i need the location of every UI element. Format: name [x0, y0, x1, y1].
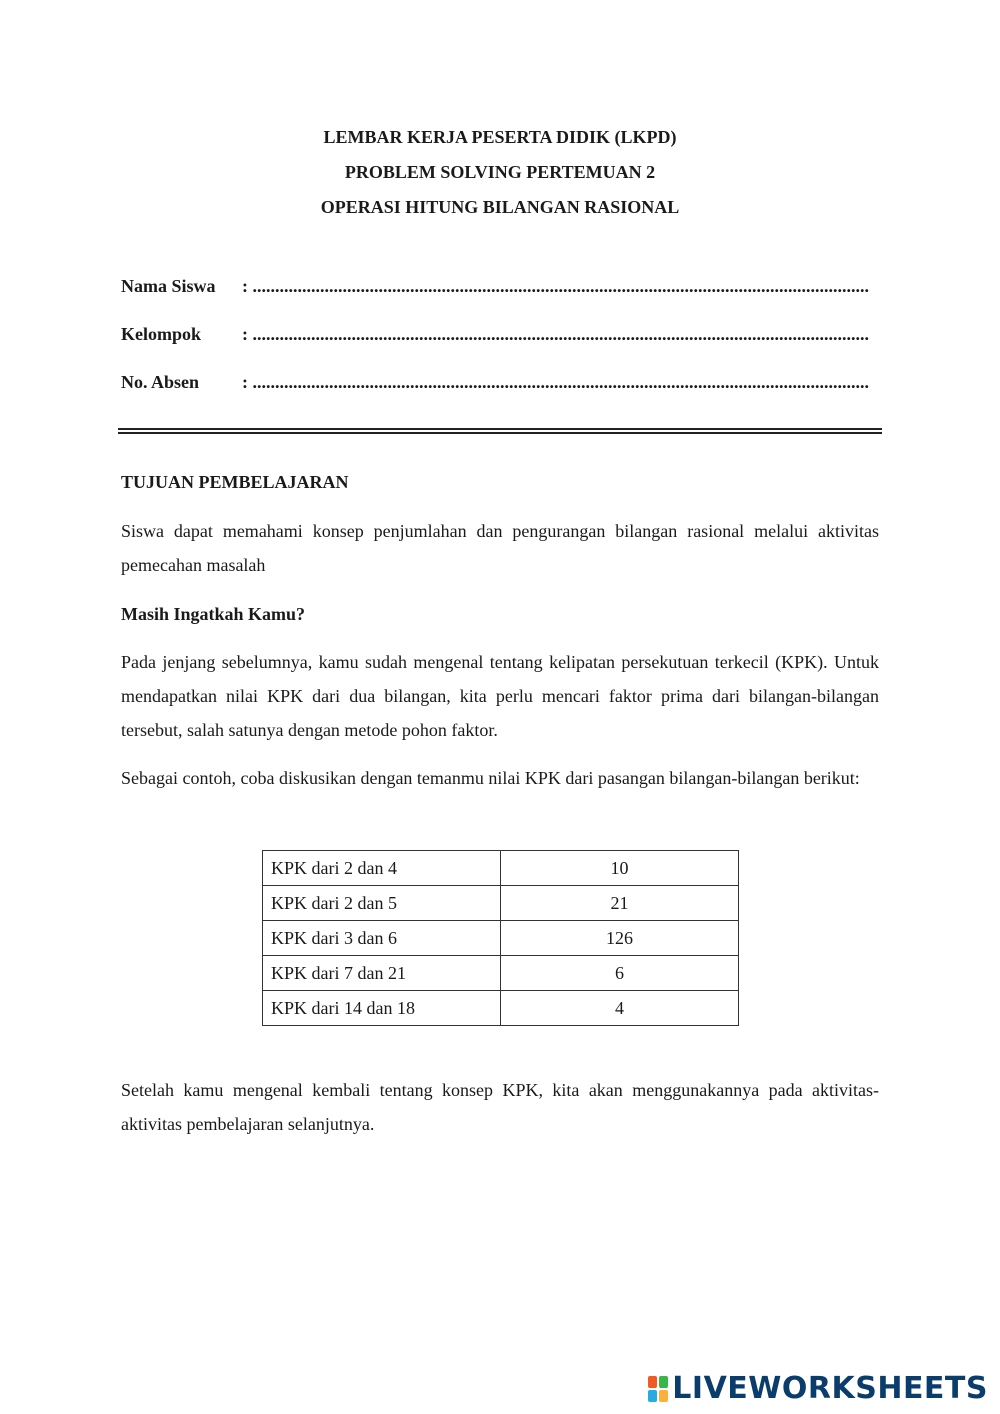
recall-paragraph-2: Sebagai contoh, coba diskusikan dengan temanmu nilai KPK dari pasangan bilangan-bilangan berikut:	[121, 768, 860, 788]
kpk-question: KPK dari 3 dan 6	[263, 921, 501, 956]
closing-paragraph: Setelah kamu mengenal kembali tentang konsep KPK, kita akan menggunakannya pada aktivitas-aktivitas pembelajaran selanjutnya.	[121, 1080, 879, 1134]
kpk-question: KPK dari 7 dan 21	[263, 956, 501, 991]
recall-heading: Masih Ingatkah Kamu?	[121, 604, 306, 624]
closing-section	[121, 1073, 879, 1141]
identity-form	[121, 272, 881, 416]
kpk-answer[interactable]: 21	[501, 886, 739, 921]
group-label: Kelompok	[121, 324, 202, 344]
kpk-question: KPK dari 14 dan 18	[263, 991, 501, 1026]
kpk-answer[interactable]: 6	[501, 956, 739, 991]
name-field-row	[121, 272, 881, 320]
table-row	[263, 921, 739, 956]
learning-objective-section	[121, 465, 879, 582]
section-divider	[118, 428, 882, 434]
absence-number-field-row	[121, 368, 881, 416]
kpk-table	[262, 850, 739, 1026]
liveworksheets-brand-text: LIVEWORKSHEETS	[672, 1371, 988, 1406]
table-row	[263, 851, 739, 886]
group-field-row	[121, 320, 881, 368]
name-fill-line[interactable]: : .........................................................................................................................................	[242, 276, 869, 296]
title-line-2: PROBLEM SOLVING PERTEMUAN 2	[344, 162, 656, 182]
learning-objective-heading: TUJUAN PEMBELAJARAN	[121, 472, 349, 492]
liveworksheets-logo[interactable]	[648, 1371, 988, 1406]
table-row	[263, 991, 739, 1026]
name-label: Nama Siswa	[121, 276, 216, 296]
kpk-question: KPK dari 2 dan 4	[263, 851, 501, 886]
absence-number-label: No. Absen	[121, 372, 200, 392]
learning-objective-text: Siswa dapat memahami konsep penjumlahan dan pengurangan bilangan rasional melalui aktivitas pemecahan masalah	[121, 521, 879, 575]
title-line-3: OPERASI HITUNG BILANGAN RASIONAL	[320, 197, 680, 217]
kpk-answer[interactable]: 4	[501, 991, 739, 1026]
kpk-answer[interactable]: 126	[501, 921, 739, 956]
table-row	[263, 956, 739, 991]
worksheet-title	[0, 120, 1000, 225]
liveworksheets-logo-icon	[648, 1376, 668, 1402]
absence-number-fill-line[interactable]: : .........................................................................................................................................	[242, 372, 869, 392]
group-fill-line[interactable]: : .........................................................................................................................................	[242, 324, 869, 344]
table-row	[263, 886, 739, 921]
title-line-1: LEMBAR KERJA PESERTA DIDIK (LKPD)	[323, 127, 677, 147]
kpk-answer[interactable]: 10	[501, 851, 739, 886]
recall-section	[121, 597, 879, 795]
kpk-question: KPK dari 2 dan 5	[263, 886, 501, 921]
recall-paragraph-1: Pada jenjang sebelumnya, kamu sudah mengenal tentang kelipatan persekutuan terkecil (KPK). Untuk mendapatkan nilai KPK dari dua bilangan, kita perlu mencari faktor prima dari bilangan-bilangan tersebut, salah satunya dengan metode pohon faktor.	[121, 652, 879, 740]
